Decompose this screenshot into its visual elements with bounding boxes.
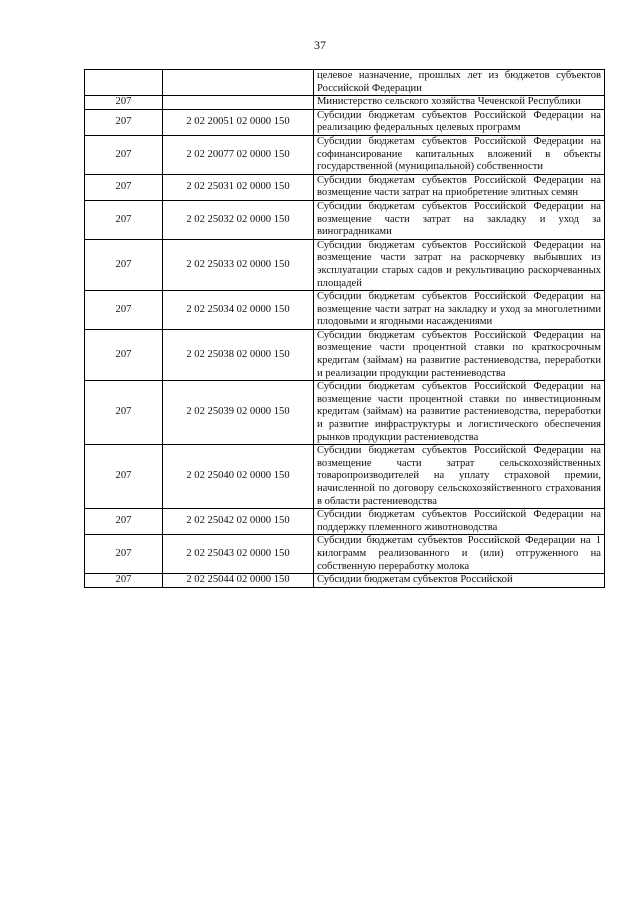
- table-body: [85, 70, 605, 588]
- admin-code-cell: 207: [85, 509, 163, 535]
- admin-code-cell: 207: [85, 291, 163, 330]
- admin-code-cell: 207: [85, 329, 163, 380]
- budget-code-cell: [163, 70, 314, 96]
- description-cell: Субсидии бюджетам субъектов Российской Федерации на возмещение части затрат на приобретение элитных семян: [314, 174, 605, 200]
- table-row: [85, 445, 605, 509]
- admin-code-cell: [85, 70, 163, 96]
- admin-code-cell: 207: [85, 174, 163, 200]
- budget-code-cell: 2 02 25044 02 0000 150: [163, 574, 314, 588]
- budget-code-cell: 2 02 25031 02 0000 150: [163, 174, 314, 200]
- admin-code-cell: 207: [85, 574, 163, 588]
- table-row: [85, 509, 605, 535]
- budget-code-cell: 2 02 25033 02 0000 150: [163, 239, 314, 290]
- table-row: [85, 109, 605, 135]
- page-number: 37: [314, 38, 326, 52]
- table-row: [85, 200, 605, 239]
- table-row: [85, 239, 605, 290]
- budget-code-cell: 2 02 25032 02 0000 150: [163, 200, 314, 239]
- budget-code-cell: 2 02 20077 02 0000 150: [163, 135, 314, 174]
- budget-code-cell: 2 02 25040 02 0000 150: [163, 445, 314, 509]
- budget-code-cell: 2 02 25038 02 0000 150: [163, 329, 314, 380]
- budget-classification-table: [84, 69, 605, 588]
- admin-code-cell: 207: [85, 109, 163, 135]
- description-cell: Субсидии бюджетам субъектов Российской Федерации на возмещение части процентной ставки по краткосрочным кредитам (займам) на развитие растениеводства, переработки и реализации продукции растениеводства: [314, 329, 605, 380]
- budget-code-cell: 2 02 25043 02 0000 150: [163, 535, 314, 574]
- admin-code-cell: 207: [85, 381, 163, 445]
- table-row: [85, 574, 605, 588]
- description-cell: Субсидии бюджетам субъектов Российской Федерации на реализацию федеральных целевых программ: [314, 109, 605, 135]
- budget-code-cell: 2 02 25039 02 0000 150: [163, 381, 314, 445]
- admin-code-cell: 207: [85, 445, 163, 509]
- table-row: [85, 135, 605, 174]
- description-cell: целевое назначение, прошлых лет из бюджетов субъектов Российской Федерации: [314, 70, 605, 96]
- table-row: [85, 70, 605, 96]
- budget-code-cell: [163, 96, 314, 110]
- table-row: [85, 291, 605, 330]
- description-cell: Субсидии бюджетам субъектов Российской Федерации на возмещение части затрат на закладку и уход за многолетними плодовыми и ягодными насаждениями: [314, 291, 605, 330]
- admin-code-cell: 207: [85, 239, 163, 290]
- admin-code-cell: 207: [85, 200, 163, 239]
- table-row: [85, 329, 605, 380]
- admin-code-cell: 207: [85, 135, 163, 174]
- table-row: [85, 535, 605, 574]
- budget-code-cell: 2 02 25042 02 0000 150: [163, 509, 314, 535]
- admin-code-cell: 207: [85, 535, 163, 574]
- description-cell: Субсидии бюджетам субъектов Российской: [314, 574, 605, 588]
- budget-code-cell: 2 02 25034 02 0000 150: [163, 291, 314, 330]
- admin-code-cell: 207: [85, 96, 163, 110]
- description-cell: Субсидии бюджетам субъектов Российской Федерации на возмещение части затрат сельскохозяйственных товаропроизводителей на уплату страховой премии, начисленной по договору сельскохозяйственного страхования в области растениеводства: [314, 445, 605, 509]
- description-cell: Субсидии бюджетам субъектов Российской Федерации на возмещение части процентной ставки по инвестиционным кредитам (займам) на развитие растениеводства, переработки и развитие инфраструктуры и логистического обеспечения рынков продукции растениеводства: [314, 381, 605, 445]
- description-cell: Субсидии бюджетам субъектов Российской Федерации на 1 килограмм реализованного и (или) отгруженного на собственную переработку молока: [314, 535, 605, 574]
- table-row: [85, 381, 605, 445]
- description-cell: Субсидии бюджетам субъектов Российской Федерации на возмещение части затрат на закладку и уход за виноградниками: [314, 200, 605, 239]
- description-cell: Субсидии бюджетам субъектов Российской Федерации на возмещение части затрат на раскорчевку выбывших из эксплуатации старых садов и рекультивацию раскорчеванных площадей: [314, 239, 605, 290]
- description-cell: Субсидии бюджетам субъектов Российской Федерации на поддержку племенного животноводства: [314, 509, 605, 535]
- description-cell: Министерство сельского хозяйства Чеченской Республики: [314, 96, 605, 110]
- table-row: [85, 96, 605, 110]
- description-cell: Субсидии бюджетам субъектов Российской Федерации на софинансирование капитальных вложений в объекты государственной (муниципальной) собственности: [314, 135, 605, 174]
- budget-code-cell: 2 02 20051 02 0000 150: [163, 109, 314, 135]
- table-row: [85, 174, 605, 200]
